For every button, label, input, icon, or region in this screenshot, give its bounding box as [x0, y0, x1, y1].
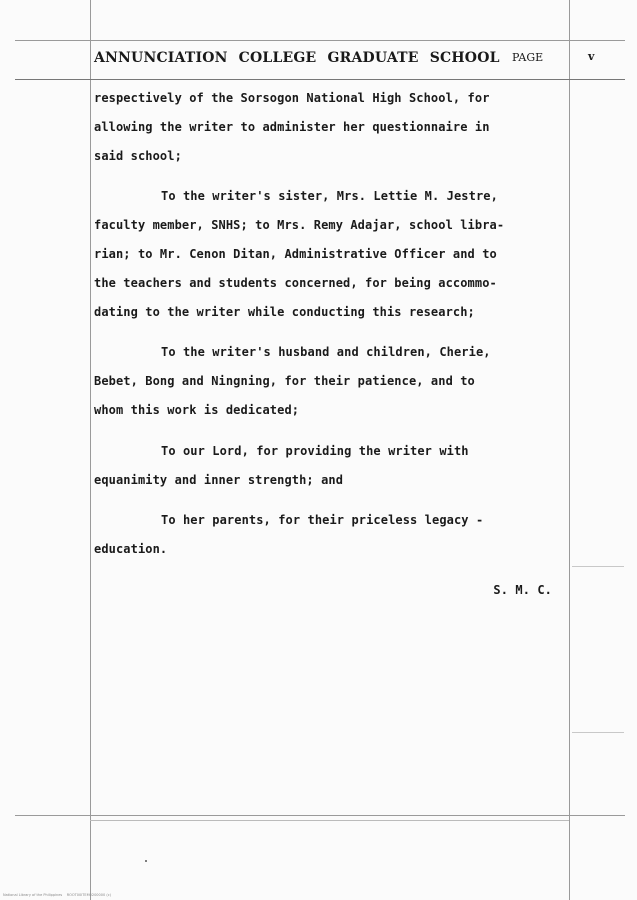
page-header: [94, 50, 564, 70]
text-line: dating to the writer while conducting this research;: [94, 304, 475, 319]
text-line: To the writer's husband and children, Cherie,: [161, 345, 491, 360]
text-line: the teachers and students concerned, for being accommo-: [94, 275, 497, 290]
text-line: rian; to Mr. Cenon Ditan, Administrative Officer and to: [94, 246, 497, 261]
text-line: To our Lord, for providing the writer with: [161, 443, 469, 458]
text-line: equanimity and inner strength; and: [94, 472, 344, 487]
paragraph-2: [94, 182, 566, 326]
text-line: To her parents, for their priceless legacy -: [161, 513, 484, 528]
text-line: said school;: [94, 148, 182, 163]
paragraph-4: [94, 437, 566, 495]
text-line: To the writer's sister, Mrs. Lettie M. Jestre,: [161, 189, 498, 204]
text-line: allowing the writer to administer her questionnaire in: [94, 119, 490, 134]
margin-mark: [572, 566, 624, 567]
signature-initials: S. M. C.: [493, 582, 552, 597]
bottom-inner-rule: [90, 820, 569, 821]
page-label: PAGE: [512, 51, 544, 64]
acknowledgment-text: [94, 84, 566, 605]
margin-mark: [572, 732, 624, 733]
text-line: whom this work is dedicated;: [94, 402, 300, 417]
left-margin-rule: [90, 0, 91, 900]
text-line: respectively of the Sorsogon National High School, for: [94, 91, 490, 105]
text-line: Bebet, Bong and Ningning, for their patience, and to: [94, 374, 475, 389]
school-name: ANNUNCIATION COLLEGE GRADUATE SCHOOL: [94, 50, 500, 66]
top-rule: [15, 40, 625, 41]
paragraph-5: [94, 506, 566, 564]
speck: [145, 860, 147, 862]
text-line: education.: [94, 542, 168, 557]
bottom-rule: [15, 815, 625, 816]
page-number: v: [588, 50, 595, 63]
paragraph-3: [94, 338, 566, 424]
header-rule: [15, 79, 625, 80]
text-line: faculty member, SNHS; to Mrs. Remy Adajar, school libra-: [94, 218, 505, 233]
footer-caption: National Library of the Philippines ROOT00ITEM0200000 (c): [3, 893, 111, 897]
paragraph-1: [94, 84, 566, 170]
right-margin-rule: [569, 0, 570, 900]
